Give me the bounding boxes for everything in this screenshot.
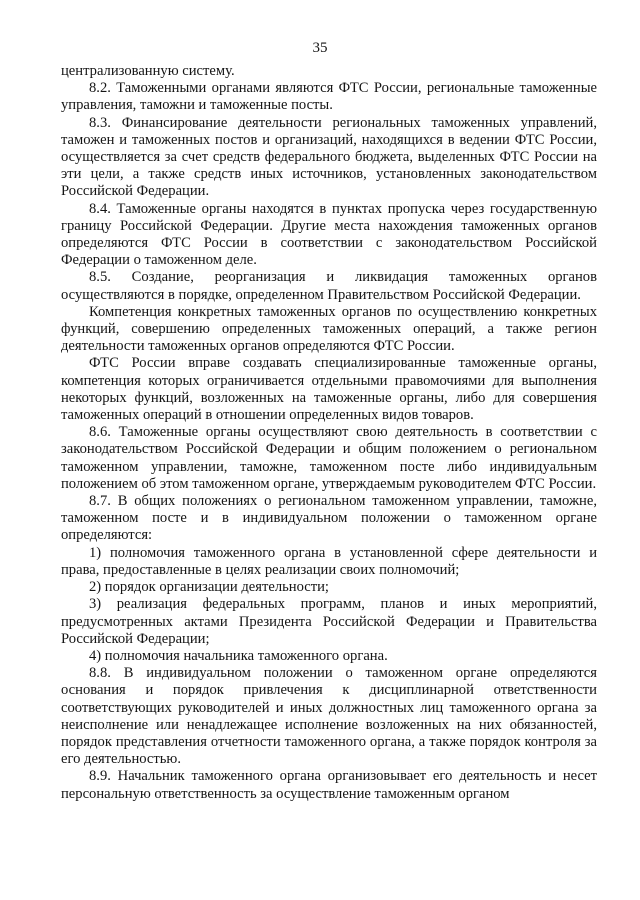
document-body [61,63,597,803]
paragraph-8-9: 8.9. Начальник таможенного органа организовывает его деятельность и несет персональную ответственность за осуществление таможенным органом [61,768,597,802]
page-number: 35 [312,40,328,56]
paragraph-8-7: 8.7. В общих положениях о региональном таможенном управлении, таможне, таможенном посте и в индивидуальном положении о таможенном органе определяются: [61,493,597,544]
list-item-1: 1) полномочия таможенного органа в установленной сфере деятельности и права, предоставленные в целях реализации своих полномочий; [61,544,597,578]
list-item-3: 3) реализация федеральных программ, планов и иных мероприятий, предусмотренных актами Президента Российской Федерации и Правительства Российской Федерации; [61,596,597,647]
list-item-2: 2) порядок организации деятельности; [89,579,329,596]
paragraph-8-4: 8.4. Таможенные органы находятся в пунктах пропуска через государственную границу Российской Федерации. Другие места нахождения таможенных органов определяются ФТС России в соответствии с законодательством Российской Федерации о таможенном деле. [61,200,597,269]
paragraph-8-5: 8.5. Создание, реорганизация и ликвидация таможенных органов осуществляются в порядке, определенном Правительством Российской Федерации. [61,269,597,303]
paragraph-8-2: 8.2. Таможенными органами являются ФТС России, региональные таможенные управления, таможни и таможенные посты. [61,80,597,114]
paragraph-competence: Компетенция конкретных таможенных органов по осуществлению конкретных функций, совершению определенных таможенных операций, а также регион деятельности таможенных органов определяются ФТС России. [61,303,597,355]
paragraph-continuation: централизованную систему. [61,63,235,79]
paragraph-8-8: 8.8. В индивидуальном положении о таможенном органе определяются основания и порядок привлечения к дисциплинарной ответственности соответствующих руководителей и иных должностных лиц таможенного органа за неисполнение или ненадлежащее исполнение возложенных на них обязанностей, порядок представления отчетности таможенного органа, а также порядок контроля за его деятельностью. [61,665,597,768]
paragraph-8-6: 8.6. Таможенные органы осуществляют свою деятельность в соответствии с законодательством Российской Федерации и общим положением о региональном таможенном управлении, таможне, таможенном посте либо индивидуальным положением об этом таможенном органе, утверждаемым руководителем ФТС России. [61,424,597,492]
paragraph-8-3: 8.3. Финансирование деятельности региональных таможенных управлений, таможен и таможенных постов и организаций, находящихся в ведении ФТС России, осуществляется за счет средств федерального бюджета, выделенных ФТС России на эти цели, а также средств иных источников, установленных законодательством Российской Федерации. [61,114,597,200]
paragraph-specialized-bodies: ФТС России вправе создавать специализированные таможенные органы, компетенция которых ограничивается отдельными правомочиями для выполнения некоторых функций, возложенных на таможенные органы, либо для совершения таможенных операций в отношении определенных видов товаров. [61,355,597,424]
list-item-4: 4) полномочия начальника таможенного органа. [89,647,388,664]
